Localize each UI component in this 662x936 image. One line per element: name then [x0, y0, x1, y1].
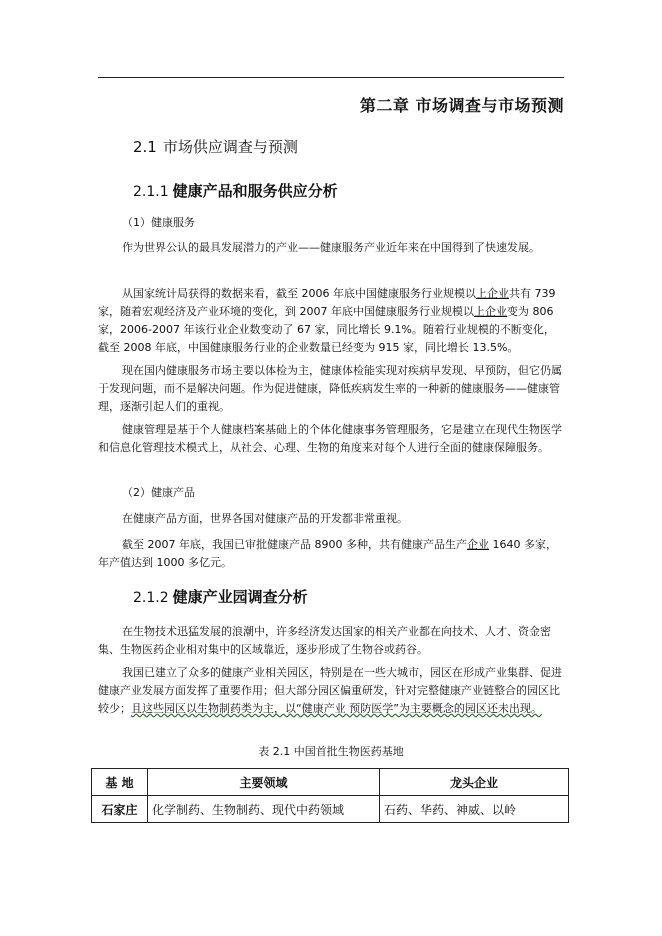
- table-header-row: [92, 769, 569, 796]
- paragraph-2-underline-a: 上企业: [476, 287, 509, 300]
- section-title: 市场供应调查与预测: [162, 138, 298, 156]
- paragraph-8-wavy-underline: 且这些园区以生物制药类为主，以“健康产业 预防医学”为主要概念的园区还未出现。: [131, 702, 542, 715]
- header-rule: [98, 77, 564, 78]
- paragraph-7: 在生物技术迅猛发展的浪潮中，许多经济发达国家的相关产业都在向技术、人才、资金密集、生物医药企业相对集中的区域靠近，逐步形成了生物谷或药谷。: [98, 625, 551, 656]
- paragraph-2-part-e: 变为 806 家，2006-2007 年该行业企业数变动了 67 家，同比增长 9.1%。随着行业规模的不断变化，截至 2008 年底，中国健康服务行业的企业数量已经变为 915 家，同比增长 13.5%。: [98, 305, 555, 354]
- item-label-health-services: （1）健康服务: [122, 216, 195, 229]
- table-row: [92, 796, 569, 823]
- cell-main-field: 化学制药、生物制药、现代中药领域: [148, 796, 380, 823]
- biomedical-base-table: [91, 768, 569, 823]
- paragraph-8: [98, 664, 564, 718]
- paragraph-3: 现在国内健康服务市场主要以体检为主，健康体检能实现对疾病早发现、早预防，但它仍属于发现问题，而不是解决问题。作为促进健康，降低疾病发生率的一种新的健康服务——健康管理，逐渐引起人们的重视。: [98, 364, 562, 413]
- header-main-field: 主要领域: [148, 769, 380, 796]
- section-number: 2.1: [133, 138, 157, 156]
- subsection-number-1: 2.1.1: [133, 184, 169, 200]
- subsection-number-2: 2.1.2: [133, 590, 169, 606]
- header-leading-enterprise: 龙头企业: [380, 769, 569, 796]
- paragraph-4: 健康管理是基于个人健康档案基础上的个体化健康事务管理服务，它是建立在现代生物医学和信息化管理技术模式上，从社会、心理、生物的角度来对每个人进行全面的健康保障服务。: [98, 423, 562, 454]
- subsection-title-2: 健康产业园调查分析: [172, 588, 308, 606]
- cell-base: 石家庄: [92, 796, 148, 823]
- item-label-health-products: （2）健康产品: [122, 486, 195, 499]
- paragraph-2-part-a: 从国家统计局获得的数据来看，截至 2006 年底中国健康服务行业规模以: [122, 287, 476, 300]
- section-heading: [133, 136, 298, 157]
- cell-leading-enterprise: 石药、华药、神威、以岭: [380, 796, 569, 823]
- subsection-heading-1: [133, 180, 338, 201]
- subsection-heading-2: [133, 586, 308, 607]
- chapter-title: 第二章 市场调查与市场预测: [359, 96, 564, 115]
- subsection-title-1: 健康产品和服务供应分析: [172, 182, 338, 200]
- paragraph-6-part-c: 1640 多家，年产值达到 1000 多亿元。: [98, 538, 557, 569]
- paragraph-6-underline: 企业: [466, 538, 489, 551]
- header-base: 基 地: [92, 769, 148, 796]
- paragraph-6: [98, 536, 564, 572]
- paragraph-8-part-a: 我国已建立了众多的健康产业相关园区，特别是在一些大城市，园区在形成产业集群、促进健康产业发展方面发挥了重要作用；但大部分园区偏重研发，针对完整健康产业链整合的园区比较少；: [98, 666, 562, 715]
- paragraph-2-underline-b: 上企业: [474, 305, 507, 318]
- paragraph-5: 在健康产品方面，世界各国对健康产品的开发都非常重视。: [122, 512, 408, 525]
- table-caption: 表 2.1 中国首批生物医药基地: [258, 745, 404, 758]
- paragraph-1: 作为世界公认的最具发展潜力的产业——健康服务产业近年来在中国得到了快速发展。: [122, 241, 540, 254]
- paragraph-2-part-c: 共有 739 家，随着宏观经济及产业环境的变化，到 2007 年底中国健康服务行业规模以: [98, 287, 556, 318]
- paragraph-2: [98, 285, 564, 357]
- paragraph-6-part-a: 截至 2007 年底，我国已审批健康产品 8900 多种，共有健康产品生产: [122, 538, 467, 551]
